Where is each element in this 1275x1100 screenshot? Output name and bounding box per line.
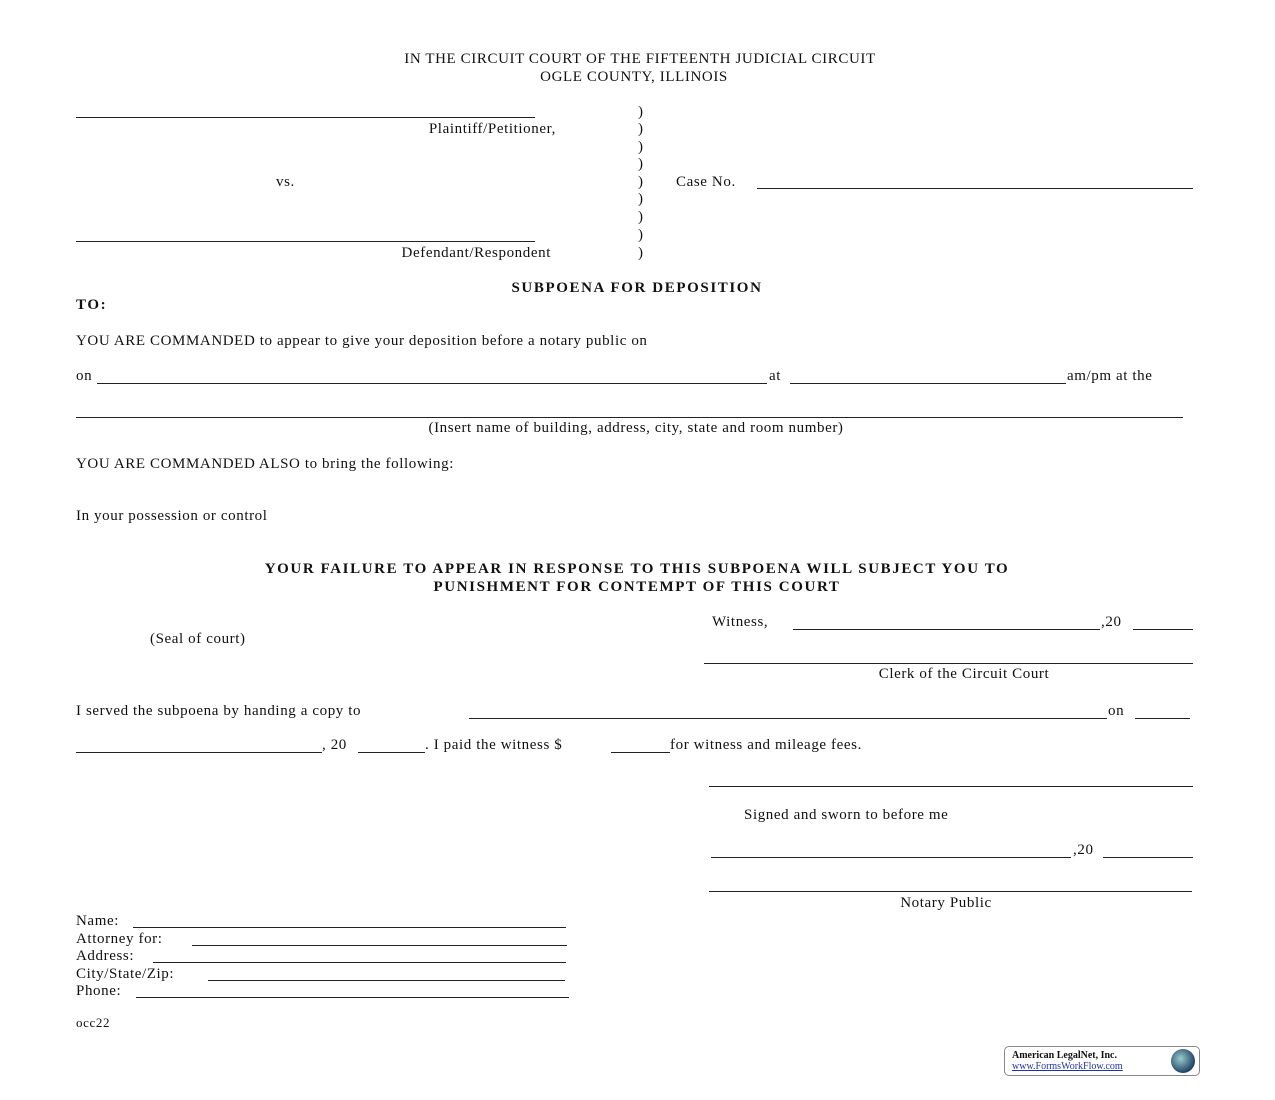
attorney-name-field[interactable]: [133, 927, 566, 928]
server-signature-line[interactable]: [709, 786, 1193, 787]
notary-signature-line[interactable]: [709, 891, 1192, 892]
commanded-also-text: YOU ARE COMMANDED ALSO to bring the following:: [76, 456, 455, 472]
paren: ): [638, 245, 644, 261]
paren: ): [638, 156, 644, 172]
served-to-field[interactable]: [469, 718, 1107, 719]
defendant-line[interactable]: [76, 241, 535, 242]
attorney-name-label: Name:: [76, 913, 119, 929]
fee-amount-field[interactable]: [611, 752, 670, 753]
sworn-year-label: ,20: [1073, 842, 1094, 858]
paren: ): [638, 227, 644, 243]
document-title: SUBPOENA FOR DEPOSITION: [511, 280, 763, 296]
sworn-year-field[interactable]: [1103, 857, 1193, 858]
location-field[interactable]: [76, 417, 1183, 418]
fees-text: for witness and mileage fees.: [670, 737, 862, 753]
commanded-text: YOU ARE COMMANDED to appear to give your deposition before a notary public on: [76, 333, 648, 349]
city-state-zip-label: City/State/Zip:: [76, 966, 175, 982]
city-state-zip-field[interactable]: [208, 980, 565, 981]
phone-field[interactable]: [136, 997, 569, 998]
at-label: at: [769, 368, 782, 384]
case-no-label: Case No.: [676, 174, 736, 190]
possession-text: In your possession or control: [76, 508, 268, 524]
paid-text: . I paid the witness $: [425, 737, 563, 753]
paren: ): [638, 191, 644, 207]
form-id: occ22: [76, 1015, 111, 1030]
logo-company: American LegalNet, Inc.: [1012, 1050, 1117, 1061]
time-field[interactable]: [790, 383, 1066, 384]
paren: ): [638, 104, 644, 120]
clerk-signature-line[interactable]: [704, 663, 1193, 664]
plaintiff-label: Plaintiff/Petitioner,: [428, 121, 556, 137]
seal-label: (Seal of court): [150, 631, 246, 647]
paren: ): [638, 174, 644, 190]
logo-url-link[interactable]: www.FormsWorkFlow.com: [1012, 1061, 1123, 1072]
served-on-label: on: [1108, 703, 1125, 719]
address-label: Address:: [76, 948, 135, 964]
served-date-field[interactable]: [76, 752, 322, 753]
to-label: TO:: [76, 297, 108, 313]
warning-line-2: PUNISHMENT FOR CONTEMPT OF THIS COURT: [433, 579, 841, 595]
plaintiff-line[interactable]: [76, 117, 535, 118]
warning-line-1: YOUR FAILURE TO APPEAR IN RESPONSE TO THIS SUBPOENA WILL SUBJECT YOU TO: [264, 561, 1010, 577]
sworn-date-field[interactable]: [711, 857, 1071, 858]
ampm-label: am/pm at the: [1067, 368, 1153, 384]
witness-date-field[interactable]: [793, 629, 1100, 630]
date-field[interactable]: [97, 383, 767, 384]
notary-label: Notary Public: [900, 895, 992, 911]
attorney-for-field[interactable]: [192, 945, 567, 946]
american-legalnet-logo[interactable]: [1004, 1046, 1200, 1076]
location-caption: (Insert name of building, address, city, state and room number): [428, 420, 844, 436]
served-year-label: , 20: [322, 737, 347, 753]
paren: ): [638, 209, 644, 225]
on-label: on: [76, 368, 93, 384]
served-on-field[interactable]: [1135, 718, 1190, 719]
signed-sworn-text: Signed and sworn to before me: [744, 807, 949, 823]
clerk-label: Clerk of the Circuit Court: [878, 666, 1050, 682]
address-field[interactable]: [153, 962, 566, 963]
case-no-field[interactable]: [757, 188, 1193, 189]
defendant-label: Defendant/Respondent: [401, 245, 551, 261]
witness-year-field[interactable]: [1133, 629, 1193, 630]
witness-label: Witness,: [712, 614, 769, 630]
witness-year-label: ,20: [1101, 614, 1122, 630]
paren: ): [638, 139, 644, 155]
county-header: OGLE COUNTY, ILLINOIS: [540, 69, 728, 85]
vs-label: vs.: [276, 174, 295, 190]
served-text: I served the subpoena by handing a copy to: [76, 703, 362, 719]
phone-label: Phone:: [76, 983, 122, 999]
globe-icon: [1171, 1049, 1195, 1073]
attorney-for-label: Attorney for:: [76, 931, 163, 947]
served-year-field[interactable]: [358, 752, 425, 753]
paren: ): [638, 121, 644, 137]
court-header: IN THE CIRCUIT COURT OF THE FIFTEENTH JUDICIAL CIRCUIT: [404, 51, 876, 67]
